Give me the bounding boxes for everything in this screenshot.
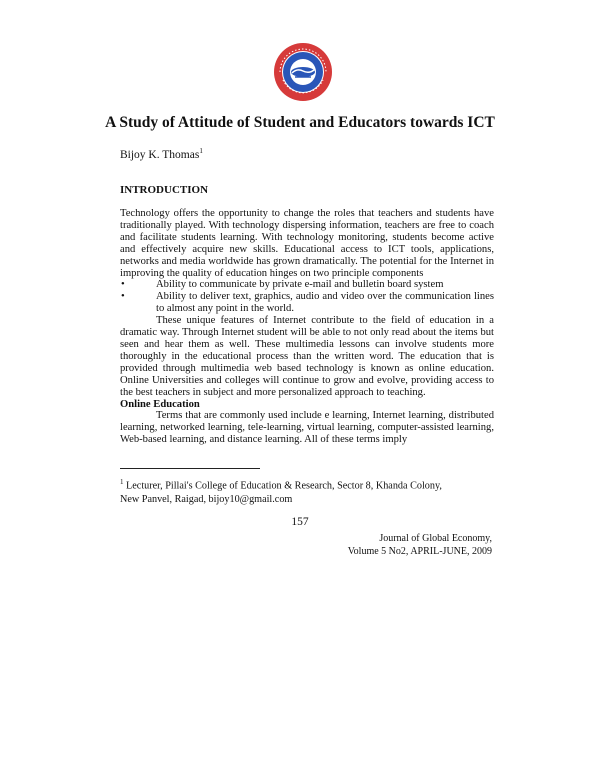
bullet-text: Ability to communicate by private e-mail and bulletin board system — [156, 279, 444, 291]
author-name: Bijoy K. Thomas — [120, 148, 200, 161]
paragraph: Technology offers the opportunity to change the roles that teachers and students have traditionally played. With technology dispersing information, teachers are free to coach and facilitate students learning. With technology monitoring, students become active and effectively acquire new skills. Educational access to ICT tools, applications, networks and media worldwide has grown dramatically. The potential for the Internet in improving the quality of education hinges on two principle components — [120, 208, 494, 279]
footnote-mark: 1 — [120, 478, 124, 486]
bullet-icon: • — [121, 279, 125, 291]
section-heading: INTRODUCTION — [120, 184, 209, 196]
author-line — [120, 147, 203, 161]
author-footnote-mark: 1 — [199, 147, 203, 155]
journal-info — [348, 532, 492, 558]
body-text — [120, 208, 494, 446]
subheading: Online Education — [120, 398, 200, 410]
paper-title: A Study of Attitude of Student and Educators towards ICT — [105, 114, 495, 131]
footnote-divider — [120, 468, 260, 469]
bullet-item — [120, 279, 494, 291]
paragraph: These unique features of Internet contribute to the field of education in a dramatic way. Through Internet student will be able to not only read about the items but seen and hear them as well. These multimedia lessons can involve students more thoroughly in the educational process than the written word. The education that is provided through multimedia web based technology is known as online education. Online Universities and colleges will continue to grow and evolve, providing access to the best teachers in subject and more personalized approach to teaching. — [120, 315, 494, 398]
bullet-text: Ability to deliver text, graphics, audio and video over the communication lines to almost any point in the world. — [156, 291, 494, 315]
bullet-item — [120, 291, 494, 315]
journal-name: Journal of Global Economy, — [379, 533, 492, 544]
bullet-icon: • — [121, 291, 125, 303]
page-number: 157 — [291, 516, 309, 528]
journal-volume: Volume 5 No2, APRIL-JUNE, 2009 — [347, 546, 492, 557]
paragraph: Terms that are commonly used include e learning, Internet learning, distributed learning, networked learning, tele-learning, virtual learning, computer-assisted learning, Web-based learning, and distance learning. All of these terms imply — [120, 410, 494, 446]
bullet-list — [120, 279, 494, 315]
journal-seal-icon — [273, 42, 333, 102]
footnote-line: Lecturer, Pillai's College of Education & Research, Sector 8, Khanda Colony, — [126, 480, 442, 492]
footnote-line: New Panvel, Raigad, bijoy10@gmail.com — [120, 494, 293, 506]
footnote — [120, 475, 442, 507]
